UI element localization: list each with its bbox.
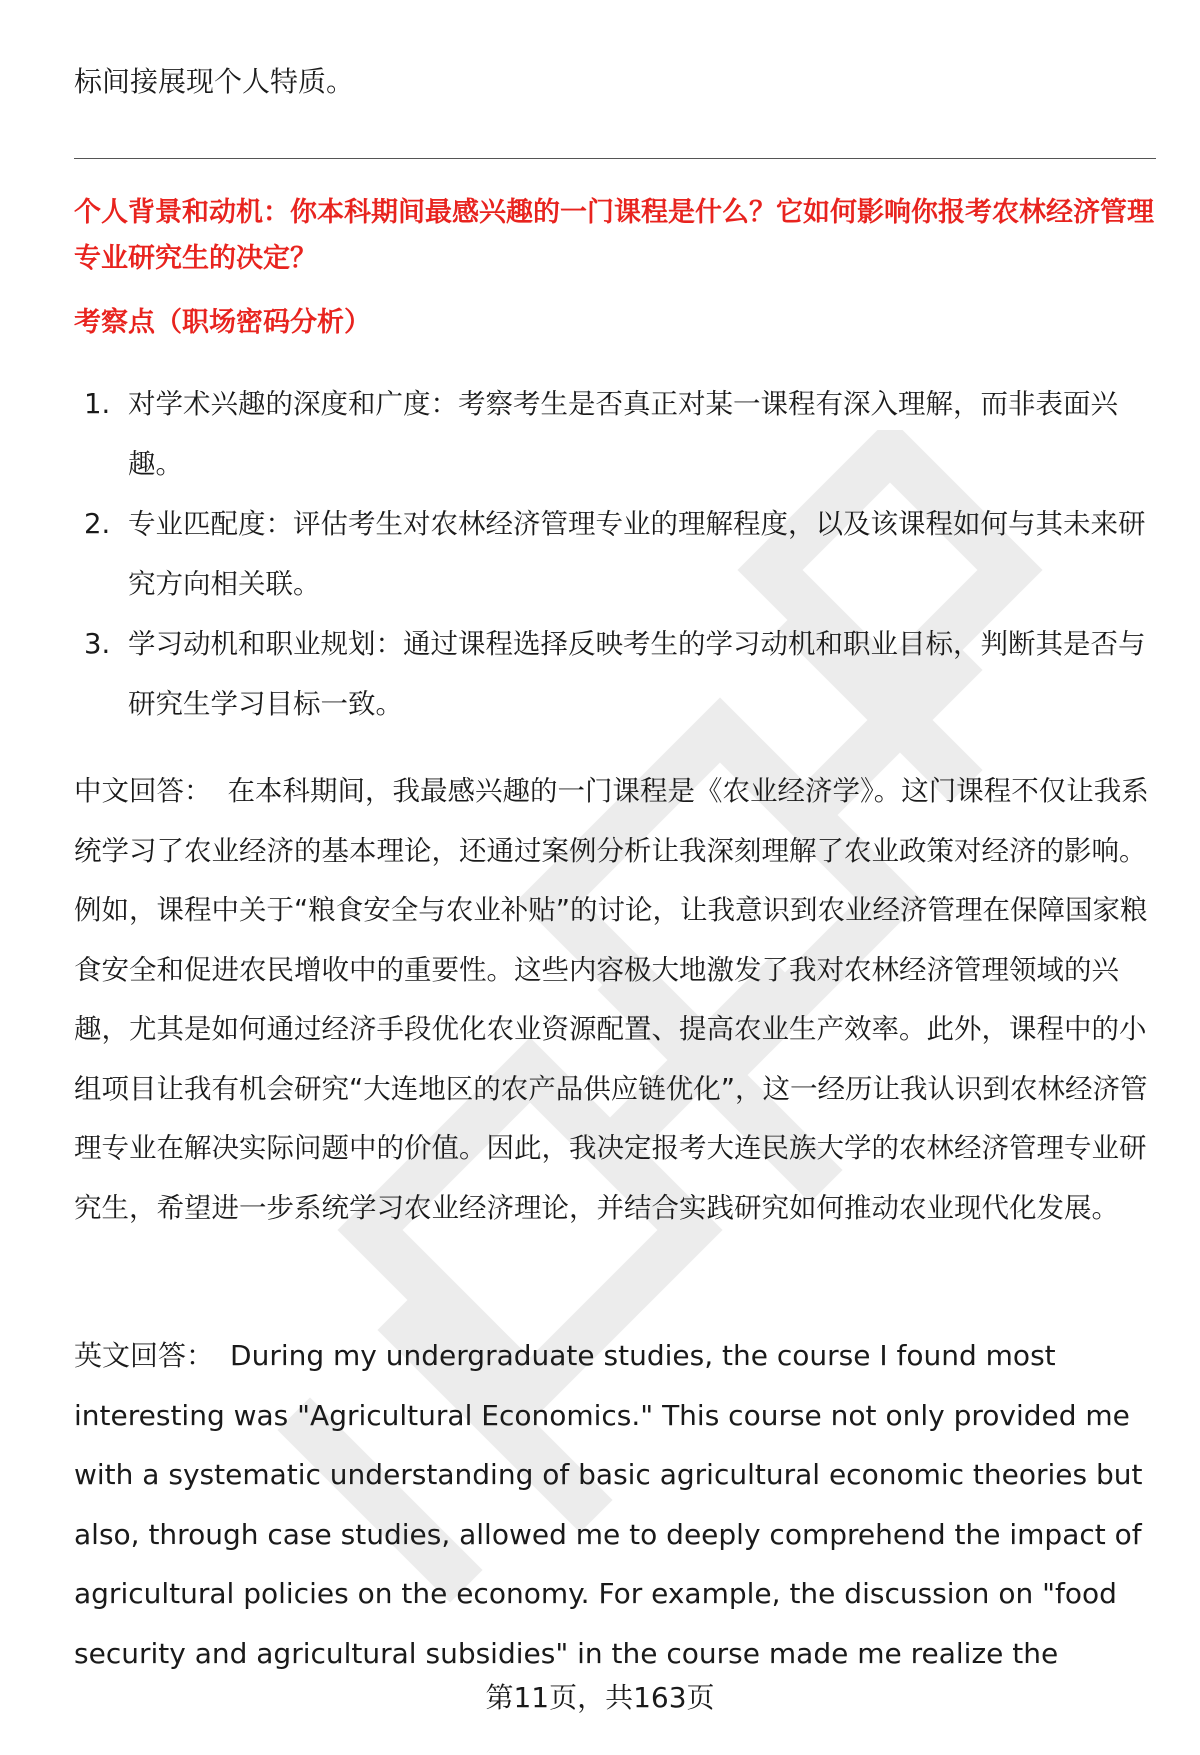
list-item-text: 学习动机和职业规划：通过课程选择反映考生的学习动机和职业目标，判断其是否与研究生学习目标一致。 xyxy=(128,628,1146,720)
list-item xyxy=(74,614,1156,734)
english-answer-label: 英文回答： xyxy=(74,1339,215,1372)
list-item-number: 3. xyxy=(84,628,111,660)
page-number-footer: 第11页，共163页 xyxy=(485,1681,715,1714)
chinese-answer-label: 中文回答： xyxy=(74,775,212,807)
section-divider xyxy=(74,158,1156,159)
list-item xyxy=(74,494,1156,614)
question-heading: 个人背景和动机：你本科期间最感兴趣的一门课程是什么？它如何影响你报考农林经济管理专业研究生的决定？ xyxy=(74,197,1154,274)
chinese-answer xyxy=(74,762,1156,1238)
continuation-text: 标间接展现个人特质。 xyxy=(74,65,355,98)
list-item-number: 2. xyxy=(84,508,111,540)
english-answer xyxy=(74,1326,1164,1683)
chinese-answer-text: 在本科期间，我最感兴趣的一门课程是《农业经济学》。这门课程不仅让我系统学习了农业经济的基本理论，还通过案例分析让我深刻理解了农业政策对经济的影响。例如，课程中关于“粮食安全与农业补贴”的讨论，让我意识到农业经济管理在保障国家粮食安全和促进农民增收中的重要性。这些内容极大地激发了我对农林经济管理领域的兴趣，尤其是如何通过经济手段优化农业资源配置、提高农业生产效率。此外，课程中的小组项目让我有机会研究“大连地区的农产品供应链优化”，这一经历让我认识到农林经济管理专业在解决实际问题中的价值。因此，我决定报考大连民族大学的农林经济管理专业研究生，希望进一步系统学习农业经济理论，并结合实践研究如何推动农业现代化发展。 xyxy=(74,775,1149,1224)
english-answer-text: During my undergraduate studies, the course I found most interesting was "Agricultural Economics." This course not only provided me with a systematic understanding of basic agricultural economic theories but also, through case studies, allowed me to deeply comprehend the impact of agricultural policies on the economy. For example, the discussion on "food security and agricultural subsidies" in the course made me realize the xyxy=(74,1339,1143,1670)
list-item-text: 对学术兴趣的深度和广度：考察考生是否真正对某一课程有深入理解，而非表面兴趣。 xyxy=(128,388,1118,480)
focus-points-list xyxy=(74,374,1156,734)
list-item-text: 专业匹配度：评估考生对农林经济管理专业的理解程度，以及该课程如何与其未来研究方向相关联。 xyxy=(128,508,1146,600)
focus-heading: 考察点（职场密码分析） xyxy=(74,307,371,338)
list-item-number: 1. xyxy=(84,388,111,420)
list-item xyxy=(74,374,1156,494)
